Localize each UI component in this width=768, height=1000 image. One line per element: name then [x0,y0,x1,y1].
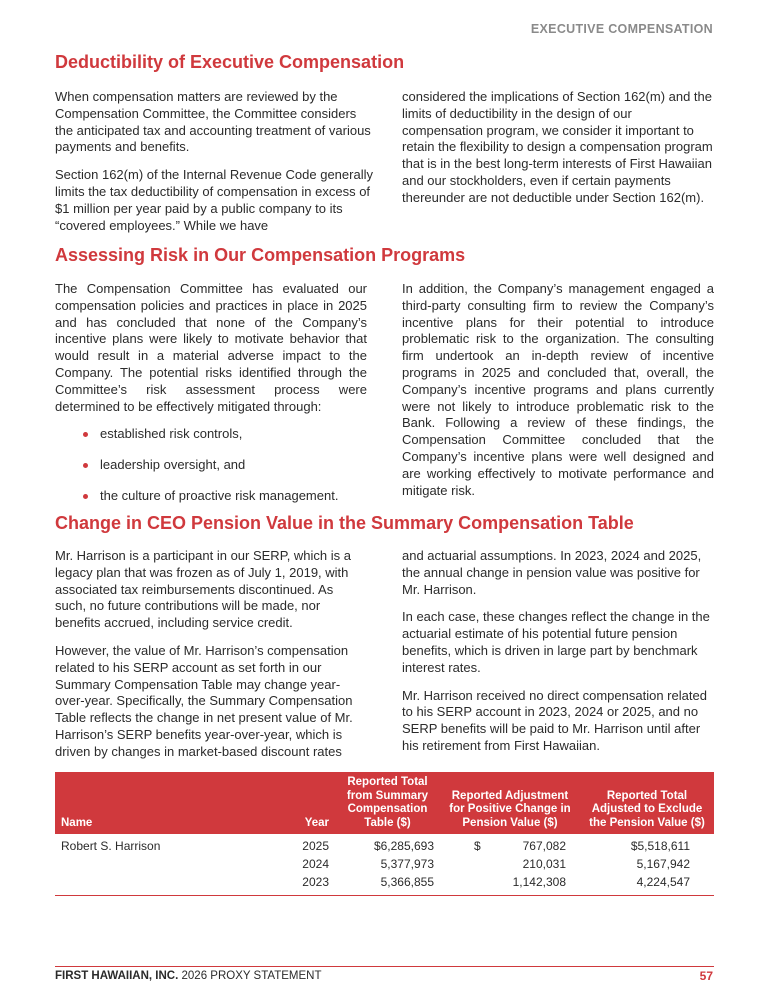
cell-year: 2024 [302,857,329,871]
paragraph: Section 162(m) of the Internal Revenue Code generally limits the tax deductibility of compensation in excess of $1 million per year paid by a public company to its “covered employees.” While we have [55,167,373,233]
cell-adjustment: $ 767,082 [440,834,580,855]
cell-name [55,873,245,896]
footer-divider [55,966,714,967]
cell-adjusted-total: 5,167,942 [636,857,690,871]
column-header-adjusted-total: Reported Total Adjusted to Exclude the Pension Value ($) [589,789,705,829]
paragraph: Mr. Harrison received no direct compensation related to his SERP account in 2023, 2024 or 2025, and no SERP benefits will be paid to Mr. Harrison until after his retirement from First Hawaiian. [402,687,707,753]
column-header-adjustment: Reported Adjustment for Positive Change in Pension Value ($) [449,789,571,829]
column-header-year: Year [304,816,329,829]
paragraph: and actuarial assumptions. In 2023, 2024 and 2025, the annual change in pension value was positive for Mr. Harrison. [402,548,702,597]
risk-bullet-list [55,426,367,504]
currency-symbol: $ [474,839,481,853]
cell-name [55,855,245,873]
pension-right-column [402,548,714,766]
running-header: EXECUTIVE COMPENSATION [530,22,713,36]
paragraph: However, the value of Mr. Harrison’s compensation related to his SERP account as set forth in our Summary Compensation Table may change year-over-year. Specifically, the Summary Compensation Table reflects the change in net present value of Mr. Harrison’s SERP benefits year-over-year, which is driven by changes in market-based discount rates [55,642,353,759]
cell-reported-total: 5,377,973 [380,857,434,871]
page-number: 57 [699,969,713,983]
section-title-deductibility: Deductibility of Executive Compensation [55,52,405,72]
column-header-name: Name [61,816,93,829]
risk-left-column [55,281,367,519]
risk-right-column [402,281,714,510]
list-item: leadership oversight, and [55,457,367,474]
cell-adjusted-total: $5,518,611 [630,839,690,853]
pension-left-column [55,548,367,772]
cell-adjusted-total: 4,224,547 [580,873,714,896]
cell-year: 2025 [302,839,329,853]
cell-reported-total: 5,366,855 [335,873,440,896]
paragraph: considered the implications of Section 162(m) and the limits of deductibility in the design of our compensation program, we consider it important to retain the flexibility to design a compensation program that is in the best long-term interests of First Hawaiian and our stockholders, even if certain payments thereunder are not deductible under Section 162(m). [402,89,713,205]
list-item: established risk controls, [55,426,367,443]
cell-name: Robert S. Harrison [61,839,161,853]
cell-adjustment: 210,031 [522,857,566,871]
paragraph: In each case, these changes reflect the change in the actuarial estimate of his potential future pension benefits, which is driven in large part by benchmark interest rates. [402,609,710,675]
paragraph: When compensation matters are reviewed by the Compensation Committee, the Committee considers the anticipated tax and accounting treatment of various payments and benefits. [55,89,371,155]
bullet-icon [83,463,88,468]
cell-adjustment: 1,142,308 [440,873,580,896]
deductibility-left-column [55,89,375,245]
paragraph: Mr. Harrison is a participant in our SERP, which is a legacy plan that was frozen as of July 1, 2019, with associated tax reimbursements discontinued. As such, no future contributions will be made, nor benefits accrued, including service credit. [55,548,351,631]
footer-document-title: FIRST HAWAIIAN, INC. 2026 PROXY STATEMENT [55,970,322,982]
paragraph: The Compensation Committee has evaluated our compensation policies and practices in place in 2025 and has concluded that none of the Company’s incentive plans were likely to motivate behavior that would result in a material adverse impact to the Company. The potential risks identified through the Committee’s risk assessment process were determined to be effectively mitigated through: [55,281,367,414]
section-title-pension: Change in CEO Pension Value in the Summary Compensation Table [55,513,634,533]
column-header-reported-total: Reported Total from Summary Compensation Table ($) [346,776,429,829]
bullet-icon [83,494,88,499]
cell-year: 2023 [245,873,335,896]
paragraph: In addition, the Company’s management engaged a third-party consulting firm to review the Company’s incentive plans for their potential to introduce problematic risk to the organization. The consulting firm undertook an in-depth review of incentive programs in 2025 and concluded that, overall, the Company’s incentive programs and plans currently were not likely to introduce problematic risk to the Bank. Following a review of these findings, the Compensation Committee concluded that the Company’s incentive plans were well designed and are working effectively to motivate performance and mitigate risk. [402,281,714,498]
section-title-risk: Assessing Risk in Our Compensation Programs [55,245,466,265]
deductibility-right-column [402,89,714,218]
table-row [55,873,714,896]
table-row [55,855,714,873]
bullet-icon [83,432,88,437]
pension-adjustment-table [55,772,714,896]
list-item: the culture of proactive risk management. [55,488,367,505]
table-row [55,834,714,855]
cell-reported-total: $6,285,693 [373,839,434,853]
table-header-row [55,772,714,834]
